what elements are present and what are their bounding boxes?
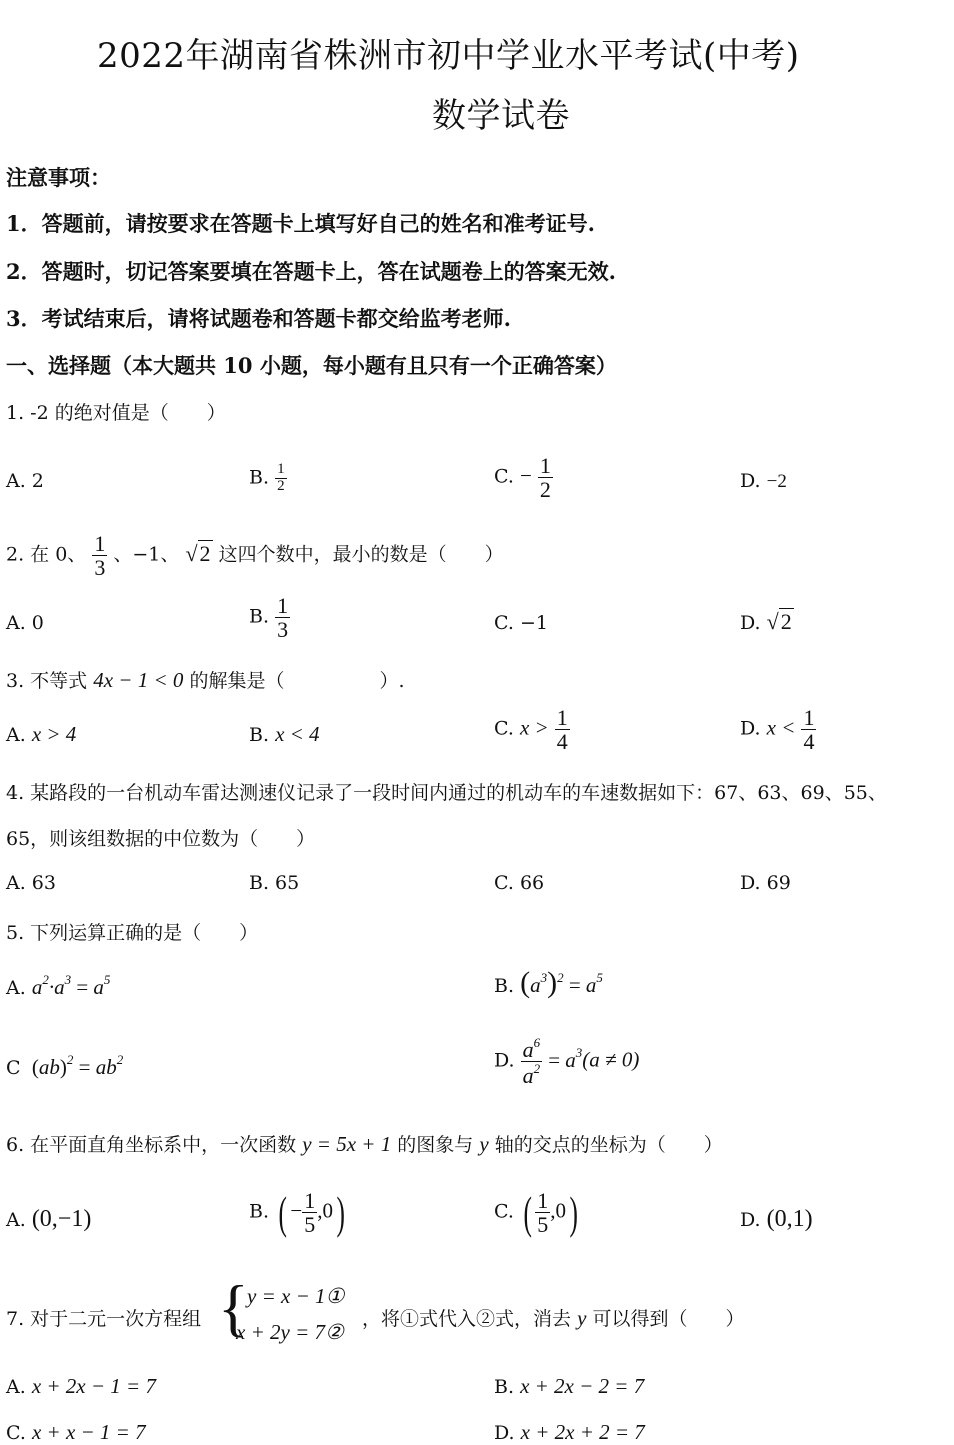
q3-option-b-expr: x < 4: [275, 722, 320, 746]
q5-option-c: [6, 1052, 123, 1080]
q6-option-c: [494, 1186, 581, 1239]
q1-c-num: 1: [539, 453, 551, 478]
q7-option-c: [6, 1420, 146, 1445]
q6-b-sign: −: [290, 1198, 303, 1223]
q1-c-den: 2: [539, 477, 551, 503]
q1-b-den: 2: [277, 477, 285, 494]
q6-option-a-value: (0,−1): [31, 1206, 92, 1232]
q5-option-d-label: D.: [494, 1049, 515, 1072]
q7-option-a: [6, 1374, 156, 1399]
q1-stem: 1. -2 的绝对值是（ ）: [6, 402, 226, 424]
q5-option-d-fraction: $\frac{a^6}{a^2}$: [522, 1035, 541, 1089]
q5-option-a-expr: $a^2\cdot a^3 = a^5$: [31, 972, 111, 999]
q5-option-a-label: A.: [6, 977, 26, 999]
q3-option-c: [494, 706, 570, 753]
q7-stem-pre: 7. 对于二元一次方程组: [6, 1308, 202, 1330]
q2-stem-post: 这四个数中，最小的数是（ ）: [218, 543, 504, 566]
q3-option-d-fraction: [801, 706, 816, 753]
q3-c-den: 4: [556, 729, 568, 755]
q1-option-d-label: D.: [740, 470, 761, 492]
q6-stem-mid: 的图象与: [397, 1134, 474, 1156]
q2-option-a: A. 0: [6, 612, 44, 634]
q1-option-c-label: C.: [494, 465, 514, 488]
q3-option-d-expr: x <: [766, 715, 796, 740]
q2-stem-pre: 2. 在 0、: [6, 543, 87, 566]
q1-option-b: [249, 462, 287, 495]
q6-stem-expr: y = 5x + 1: [302, 1132, 392, 1156]
q3-c-num: 1: [556, 705, 568, 730]
q3-d-num: 1: [803, 705, 815, 730]
q5-option-b-expr: $(a^3)^2 = a^5$: [520, 966, 603, 999]
q6-stem-post: 轴的交点的坐标为（ ）: [494, 1134, 723, 1156]
q7-option-a-expr: x + 2x − 1 = 7: [31, 1374, 156, 1398]
q7-option-d-label: D.: [494, 1422, 515, 1444]
q1-option-c-fraction: [538, 454, 553, 501]
q1-option-b-label: B.: [249, 466, 270, 489]
q5-option-b: [494, 966, 603, 1000]
q5-option-d-cond: (a ≠ 0): [582, 1047, 640, 1072]
q6-option-c-fraction: [535, 1189, 550, 1236]
q3-option-b-label: B.: [249, 724, 270, 746]
q3-option-b: [249, 722, 320, 747]
q1-option-d: [740, 470, 787, 493]
q1-option-c: [494, 454, 553, 501]
q2-option-d-label: D.: [740, 612, 761, 634]
q7-stem-var: y: [577, 1306, 587, 1330]
q4-stem-line1: 4. 某路段的一台机动车雷达测速仪记录了一段时间内通过的机动车的车速数据如下：67、63、69、55、: [6, 782, 887, 804]
q3-stem: [6, 666, 404, 693]
q6-option-d: [740, 1206, 813, 1233]
q6-c-num: 1: [537, 1187, 549, 1213]
q3-stem-post: 的解集是（ ）.: [189, 670, 405, 692]
q2-f-den: 3: [94, 555, 106, 581]
q2-b-den: 3: [277, 617, 289, 643]
q5-option-d: [494, 1036, 639, 1087]
q7-option-c-label: C.: [6, 1422, 26, 1444]
q7-stem-post-a: ，将①式代入②式，消去: [362, 1308, 572, 1330]
q5-option-a: [6, 972, 110, 1000]
q2-stem: [6, 532, 504, 579]
q6-option-a-label: A.: [6, 1209, 26, 1231]
q5-option-c-label: C: [6, 1057, 21, 1079]
exam-title: 2022年湖南省株洲市初中学业水平考试(中考): [97, 36, 800, 76]
q6-b-right-paren: ): [336, 1187, 345, 1238]
q2-stem-fraction: [92, 532, 107, 579]
q6-c-right-paren: ): [569, 1187, 578, 1238]
note-item-1: 1．答题前，请按要求在答题卡上填写好自己的姓名和准考证号.: [6, 211, 595, 236]
q7-equation-2: x + 2y = 7②: [236, 1320, 344, 1344]
q2-option-d: [740, 608, 794, 635]
q2-option-b-label: B.: [249, 605, 270, 628]
q1-option-d-value: −2: [766, 471, 787, 492]
q6-c-left-paren: (: [523, 1187, 532, 1238]
q7-option-b-label: B.: [494, 1376, 515, 1398]
q1-option-a: A. 2: [6, 470, 44, 492]
q3-option-d-label: D.: [740, 717, 761, 740]
q6-option-c-label: C.: [494, 1200, 514, 1223]
q6-stem: [6, 1130, 723, 1157]
q3-option-c-label: C.: [494, 717, 514, 740]
q3-option-a: [6, 722, 76, 747]
q2-stem-sqrt: √ 2: [185, 540, 211, 566]
q6-c-den: 5: [537, 1212, 549, 1237]
q6-stem-axis: y: [479, 1132, 489, 1156]
q2-option-b: [249, 594, 290, 641]
q3-stem-expr: 4x − 1 < 0: [93, 668, 184, 692]
q3-option-c-fraction: [555, 706, 570, 753]
q6-b-den: 5: [304, 1212, 316, 1237]
q7-stem-post-b: 可以得到（ ）: [592, 1308, 745, 1330]
q2-stem-mid: 、−1、: [113, 543, 180, 566]
q2-option-d-sqrt: √ 2: [766, 609, 792, 634]
q2-f-num: 1: [94, 531, 106, 556]
note-item-3: 3．考试结束后，请将试题卷和答题卡都交给监考老师.: [6, 306, 511, 331]
q6-option-a: [6, 1206, 91, 1233]
q6-option-b-fraction: [302, 1189, 317, 1236]
q7-equation-1: y = x − 1①: [247, 1284, 345, 1308]
q5-option-b-label: B.: [494, 975, 515, 997]
q4-stem-line2: 65，则该组数据的中位数为（ ）: [6, 828, 316, 850]
q4-option-c: C. 66: [494, 872, 545, 894]
q6-option-b-label: B.: [249, 1200, 270, 1223]
notes-heading: 注意事项：: [6, 165, 111, 190]
q2-b-num: 1: [277, 593, 289, 618]
q3-option-a-label: A.: [6, 724, 26, 746]
q3-d-den: 4: [803, 729, 815, 755]
q7-system-brace: {: [218, 1272, 249, 1343]
q7-stem-post: [362, 1304, 744, 1331]
q6-b-left-paren: (: [278, 1187, 287, 1238]
q4-option-d: D. 69: [740, 872, 791, 894]
q6-option-d-value: (0,1): [766, 1206, 813, 1232]
q7-option-c-expr: x + x − 1 = 7: [31, 1420, 146, 1444]
q6-option-b: [249, 1186, 348, 1239]
q7-option-b: [494, 1374, 644, 1399]
exam-subtitle: 数学试卷: [432, 96, 570, 136]
q6-b-num: 1: [304, 1187, 316, 1213]
q4-option-b: B. 65: [249, 872, 300, 894]
q5-option-c-expr: $(ab)^2 = ab^2$: [31, 1052, 124, 1079]
q7-option-a-label: A.: [6, 1376, 26, 1398]
q7-option-d-expr: x + 2x + 2 = 7: [520, 1420, 645, 1444]
note-item-2: 2．答题时，切记答案要填在答题卡上，答在试题卷上的答案无效.: [6, 259, 616, 284]
q3-option-a-expr: x > 4: [31, 722, 77, 746]
q2-option-c: C. −1: [494, 612, 548, 634]
q3-option-d: [740, 706, 816, 753]
q6-stem-pre: 6. 在平面直角坐标系中，一次函数: [6, 1134, 297, 1156]
q1-b-num: 1: [277, 461, 285, 477]
q2-sqrt-value: 2: [199, 540, 211, 566]
q3-stem-pre: 3. 不等式: [6, 670, 88, 692]
q1-c-sign: −: [519, 463, 532, 488]
q4-option-a: A. 63: [6, 872, 56, 894]
q7-option-d: [494, 1420, 645, 1445]
q7-option-b-expr: x + 2x − 2 = 7: [520, 1374, 645, 1398]
q2-option-b-fraction: [275, 594, 290, 641]
q6-b-tail: ,0: [317, 1198, 333, 1223]
q6-option-d-label: D.: [740, 1209, 761, 1231]
q6-c-tail: ,0: [550, 1198, 567, 1223]
q5-stem: 5. 下列运算正确的是（ ）: [6, 922, 259, 944]
section-heading: 一、选择题（本大题共 10 小题，每小题有且只有一个正确答案）: [6, 353, 617, 378]
q2-d-sqrt-value: 2: [780, 609, 792, 634]
q5-option-d-rhs: = $a^3$: [548, 1044, 583, 1072]
q1-option-b-fraction: [275, 462, 287, 495]
q3-option-c-expr: x >: [519, 715, 549, 740]
